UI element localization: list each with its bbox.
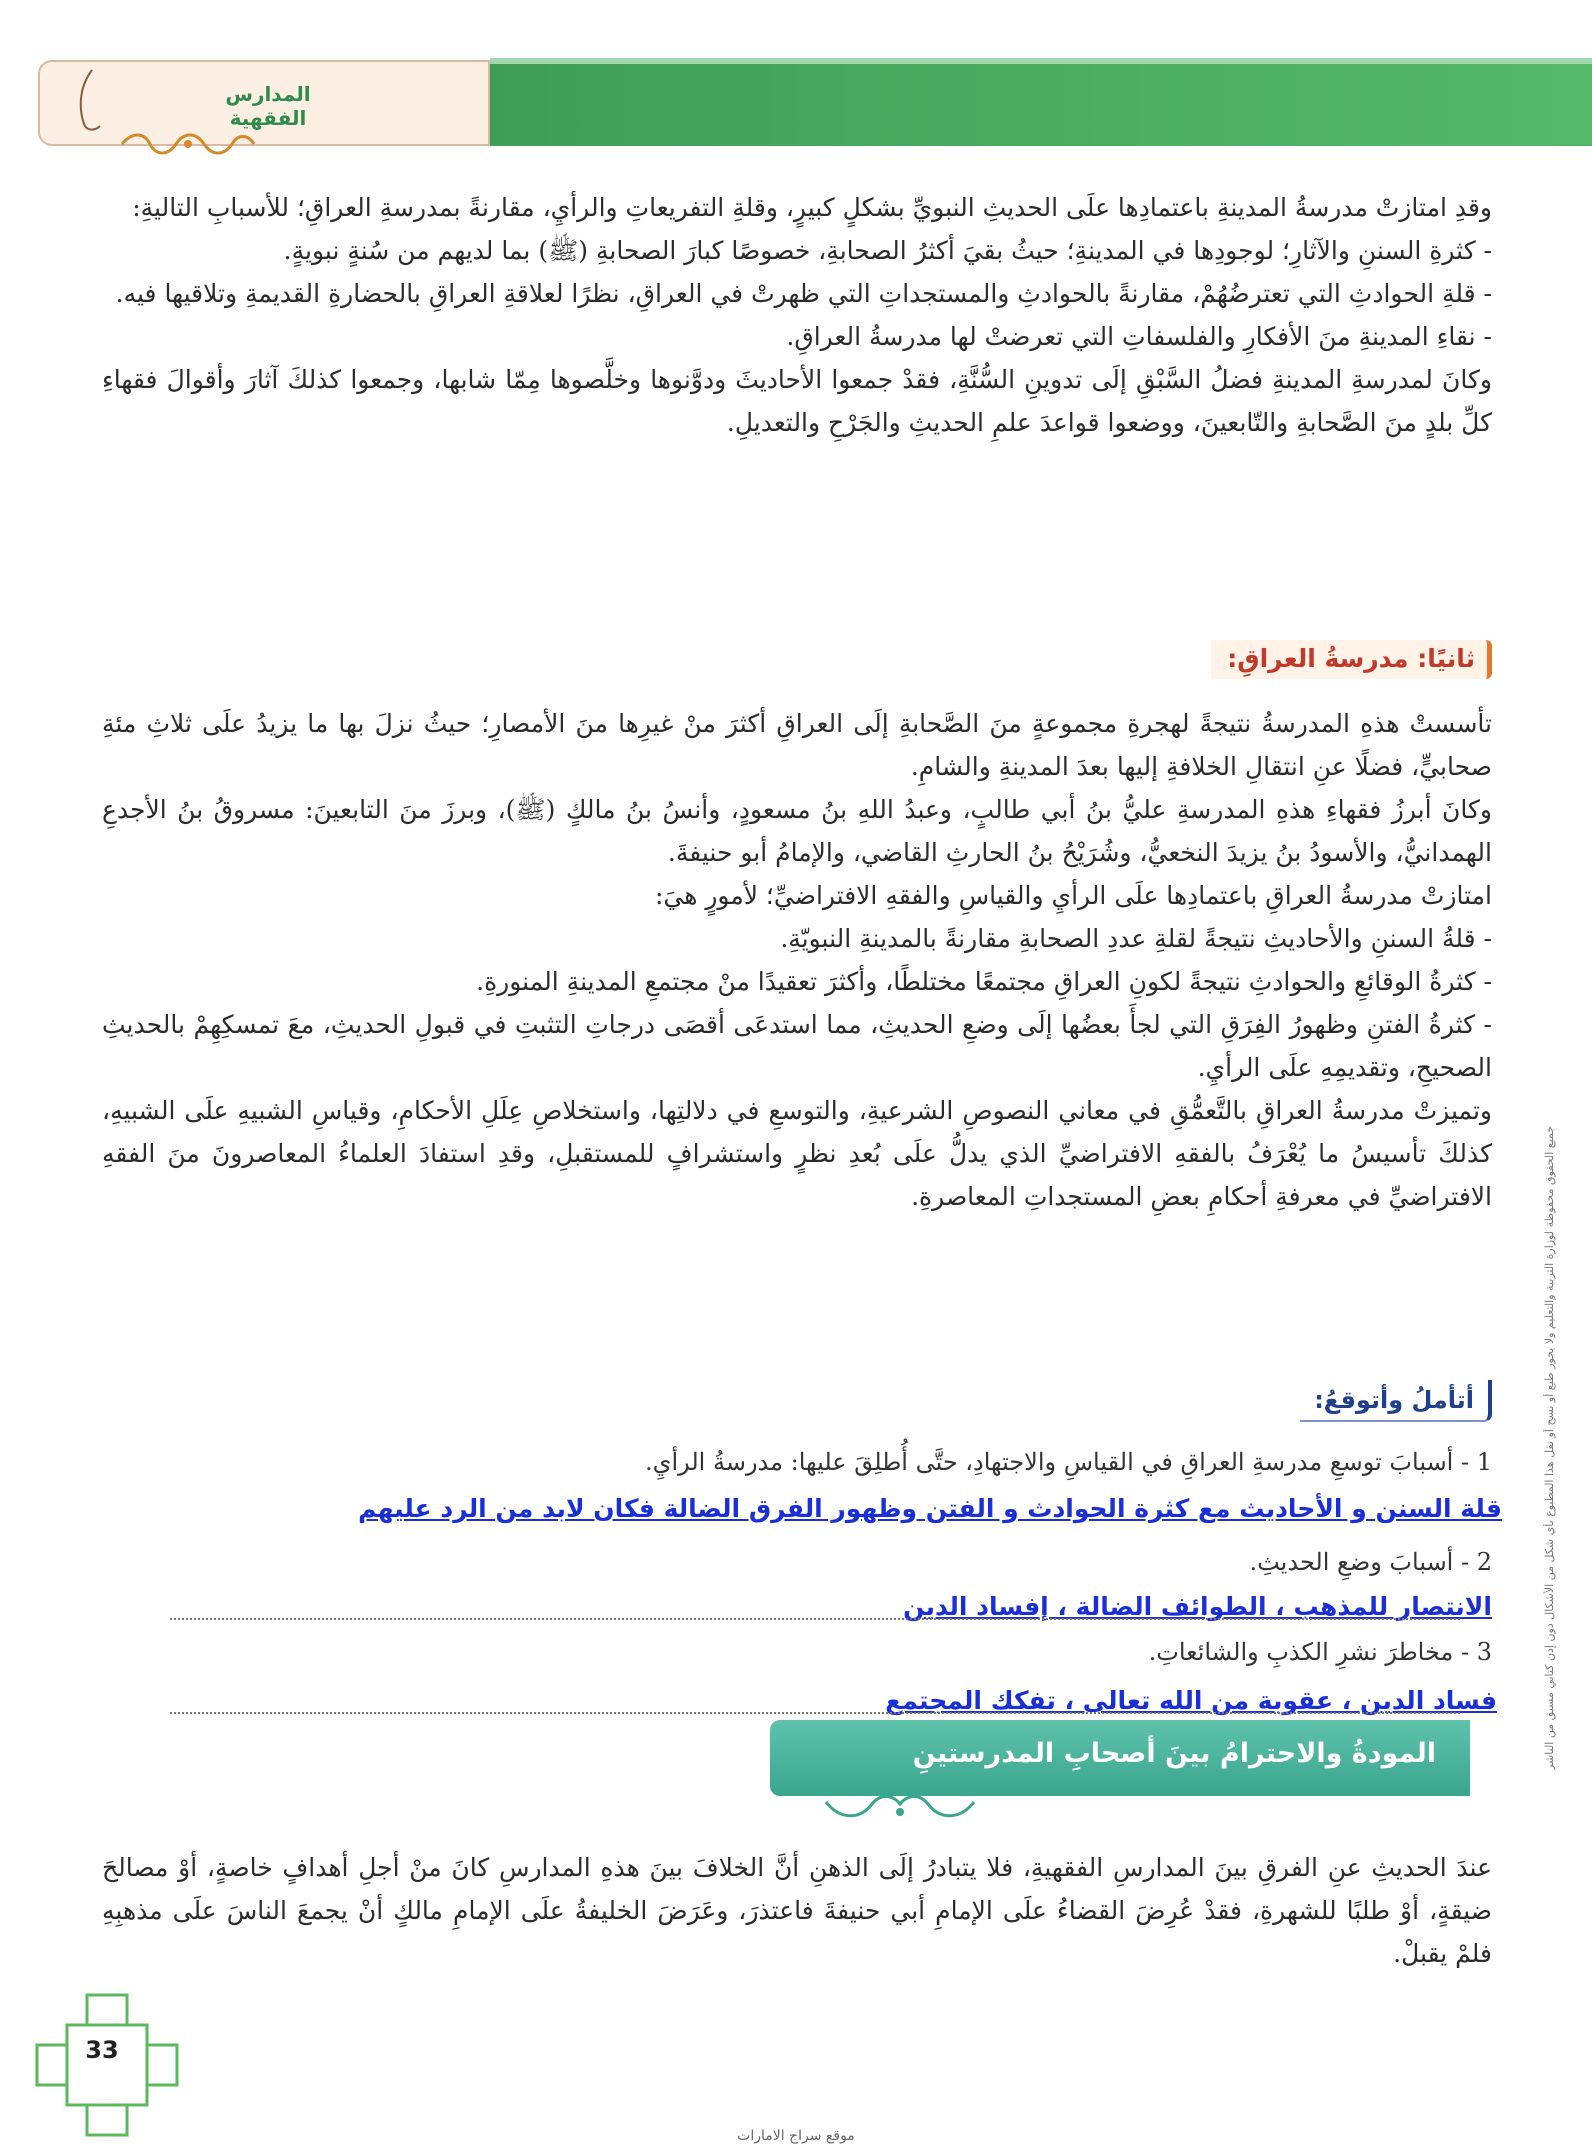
ornament-icon <box>820 1792 980 1822</box>
section3-banner-title: المودةُ والاحترامُ بينَ أصحابِ المدرستينِ <box>912 1738 1436 1769</box>
question-2: 2 - أسبابَ وضعِ الحديثِ. <box>1249 1548 1492 1576</box>
answer-1: قلة السنن و الأحاديث مع كثرة الحوادث و الفتن وظهور الفرق الضالة فكان لابد من الرد عليهم <box>358 1494 1502 1523</box>
section3-banner <box>770 1720 1470 1796</box>
page-curl-icon <box>70 66 104 136</box>
section2-p3: امتازتْ مدرسةُ العراقِ باعتمادِها علَى الرأيِ والقياسِ والفقهِ الافتراضيِّ؛ لأمورٍ هيَ: <box>654 881 1492 910</box>
answer-line <box>170 1618 1460 1620</box>
list-item: - كثرةُ الوقائعِ والحوادثِ نتيجةً لكونِ العراقِ مجتمعًا مختلطًا، وأكثرَ تعقيدًا منْ مجتمعِ المدينةِ المنورةِ. <box>476 967 1492 996</box>
answer-3: فساد الدين ، عقوبة من الله تعالى ، تفكك المجتمع <box>885 1686 1497 1715</box>
list-item: - نقاءِ المدينةِ منَ الأفكارِ والفلسفاتِ التي تعرضتْ لها مدرسةُ العراقِ. <box>786 322 1492 351</box>
answer-line <box>170 1712 1460 1714</box>
list-item: - كثرةِ السننِ والآثارِ؛ لوجودِها في المدينةِ؛ حيثُ بقيَ أكثرُ الصحابةِ، خصوصًا كبارَ الصحابةِ (ﷺ) بما لديهم من سُنةٍ نبويةٍ. <box>283 236 1492 265</box>
section2-text <box>102 702 1492 1218</box>
section2-p1: تأسستْ هذهِ المدرسةُ نتيجةً لهجرةِ مجموعةٍ منَ الصَّحابةِ إلَى العراقِ أكثرَ منْ غيرِها منَ الأمصارِ؛ حيثُ نزلَ بها ما يزيدُ علَى ثلاثِ مئةِ صحابيٍّ، فضلًا عنِ انتقالِ الخلافةِ إليها بعدَ المدينةِ والشامِ. <box>102 709 1492 781</box>
page-number: 33 <box>85 2036 119 2064</box>
ornament-icon <box>118 130 258 156</box>
chapter-title: المدارس الفقهية <box>225 82 311 130</box>
question-1: 1 - أسبابَ توسعِ مدرسةِ العراقِ في القياسِ والاجتهادِ، حتَّى أُطلِقَ عليها: مدرسةُ الرأيِ. <box>645 1448 1492 1476</box>
page-number-ornament-icon <box>32 1990 182 2140</box>
section3-p1: عندَ الحديثِ عنِ الفرقِ بينَ المدارسِ الفقهيةِ، فلا يتبادرُ إلَى الذهنِ أنَّ الخلافَ بينَ هذهِ المدارسِ كانَ منْ أجلِ أهدافٍ خاصةٍ، أوْ مصالحَ ضيقةٍ، أوْ طلبًا للشهرةِ، فقدْ عُرِضَ القضاءُ علَى الإمامِ أبي حنيفةَ فاعتذرَ، وعَرَضَ الخليفةُ علَى الإمامِ مالكٍ أنْ يجمعَ الناسَ علَى مذهبِهِ فلمْ يقبلْ. <box>102 1853 1492 1968</box>
section3-text <box>102 1846 1492 1975</box>
section2-p4: وتميزتْ مدرسةُ العراقِ بالتَّعمُّقِ في معاني النصوصِ الشرعيةِ، والتوسعِ في دلالتِها، واستخلاصِ عِلَلِ الأحكامِ، وقياسِ الشبيهِ علَى الشبيهِ، كذلكَ تأسيسُ ما يُعْرَفُ بالفقهِ الافتراضيِّ الذي يدلُّ علَى بُعدِ نظرٍ واستشرافٍ للمستقبلِ، وقدِ استفادَ العلماءُ المعاصرونَ منَ الفقهِ الافتراضيِّ في معرفةِ أحكامِ بعضِ المستجداتِ المعاصرةِ. <box>102 1096 1492 1211</box>
copyright-strip: جميع الحقوق محفوظة لوزارة التربية والتعليم ولا يجوز طبع أو نسخ أو نقل هذا المطبوع بأي شكل من الأشكال دون إذن كتابي مسبق من الناشر <box>1543 1125 1556 1770</box>
section1-closing: وكانَ لمدرسةِ المدينةِ فضلُ السَّبْقِ إلَى تدوينِ السُّنَّةِ، فقدْ جمعوا الأحاديثَ ودوَّنوها وخلَّصوها مِمّا شابها، وجمعوا كذلكَ آثارَ وأقوالَ فقهاءِ كلِّ بلدٍ منَ الصَّحابةِ والتّابعينَ، ووضعوا قواعدَ علمِ الحديثِ والجَرْحِ والتعديلِ. <box>102 365 1492 437</box>
ponder-title: أتأملُ وأتوقعُ: <box>1300 1380 1492 1422</box>
section2-p2: وكانَ أبرزُ فقهاءِ هذهِ المدرسةِ عليُّ بنُ أبي طالبٍ، وعبدُ اللهِ بنُ مسعودٍ، وأنسُ بنُ مالكٍ (ﷺ)، وبرزَ منَ التابعينَ: مسروقُ بنُ الأجدعِ الهمدانيُّ، والأسودُ بنُ يزيدَ النخعيُّ، وشُرَيْحُ بنُ الحارثِ القاضي، والإمامُ أبو حنيفةَ. <box>102 795 1492 867</box>
section1-text <box>102 186 1492 444</box>
list-item: - كثرةُ الفتنِ وظهورُ الفِرَقِ التي لجأَ بعضُها إلَى وضعِ الحديثِ، مما استدعَى أقصَى درجاتِ التثبتِ في قبولِ الحديثِ، معَ تمسكِهِمْ بالحديثِ الصحيحِ، وتقديمِهِ علَى الرأيِ. <box>102 1010 1492 1082</box>
section2-title: ثانيًا: مدرسةُ العراقِ: <box>1211 640 1492 679</box>
answer-2: الانتصار للمذهب ، الطوائف الضالة ، إفساد الدين <box>903 1592 1492 1621</box>
section1-intro: وقدِ امتازتْ مدرسةُ المدينةِ باعتمادِها علَى الحديثِ النبويِّ بشكلٍ كبيرٍ، وقلةِ التفريعاتِ والرأيِ، مقارنةً بمدرسةِ العراقِ؛ للأسبابِ التاليةِ: <box>132 193 1492 222</box>
list-item: - قلةُ السننِ والأحاديثِ نتيجةً لقلةِ عددِ الصحابةِ مقارنةً بالمدينةِ النبويّةِ. <box>780 924 1492 953</box>
header-band <box>490 64 1592 146</box>
list-item: - قلةِ الحوادثِ التي تعترضُهُمْ، مقارنةً بالحوادثِ والمستجداتِ التي ظهرتْ في العراقِ، نظرًا لعلاقةِ العراقِ بالحضارةِ القديمةِ وتلاقيها فيه. <box>115 279 1492 308</box>
footer-source: موقع سراج الامارات <box>737 2128 855 2144</box>
question-3: 3 - مخاطرَ نشرِ الكذبِ والشائعاتِ. <box>1148 1638 1492 1666</box>
